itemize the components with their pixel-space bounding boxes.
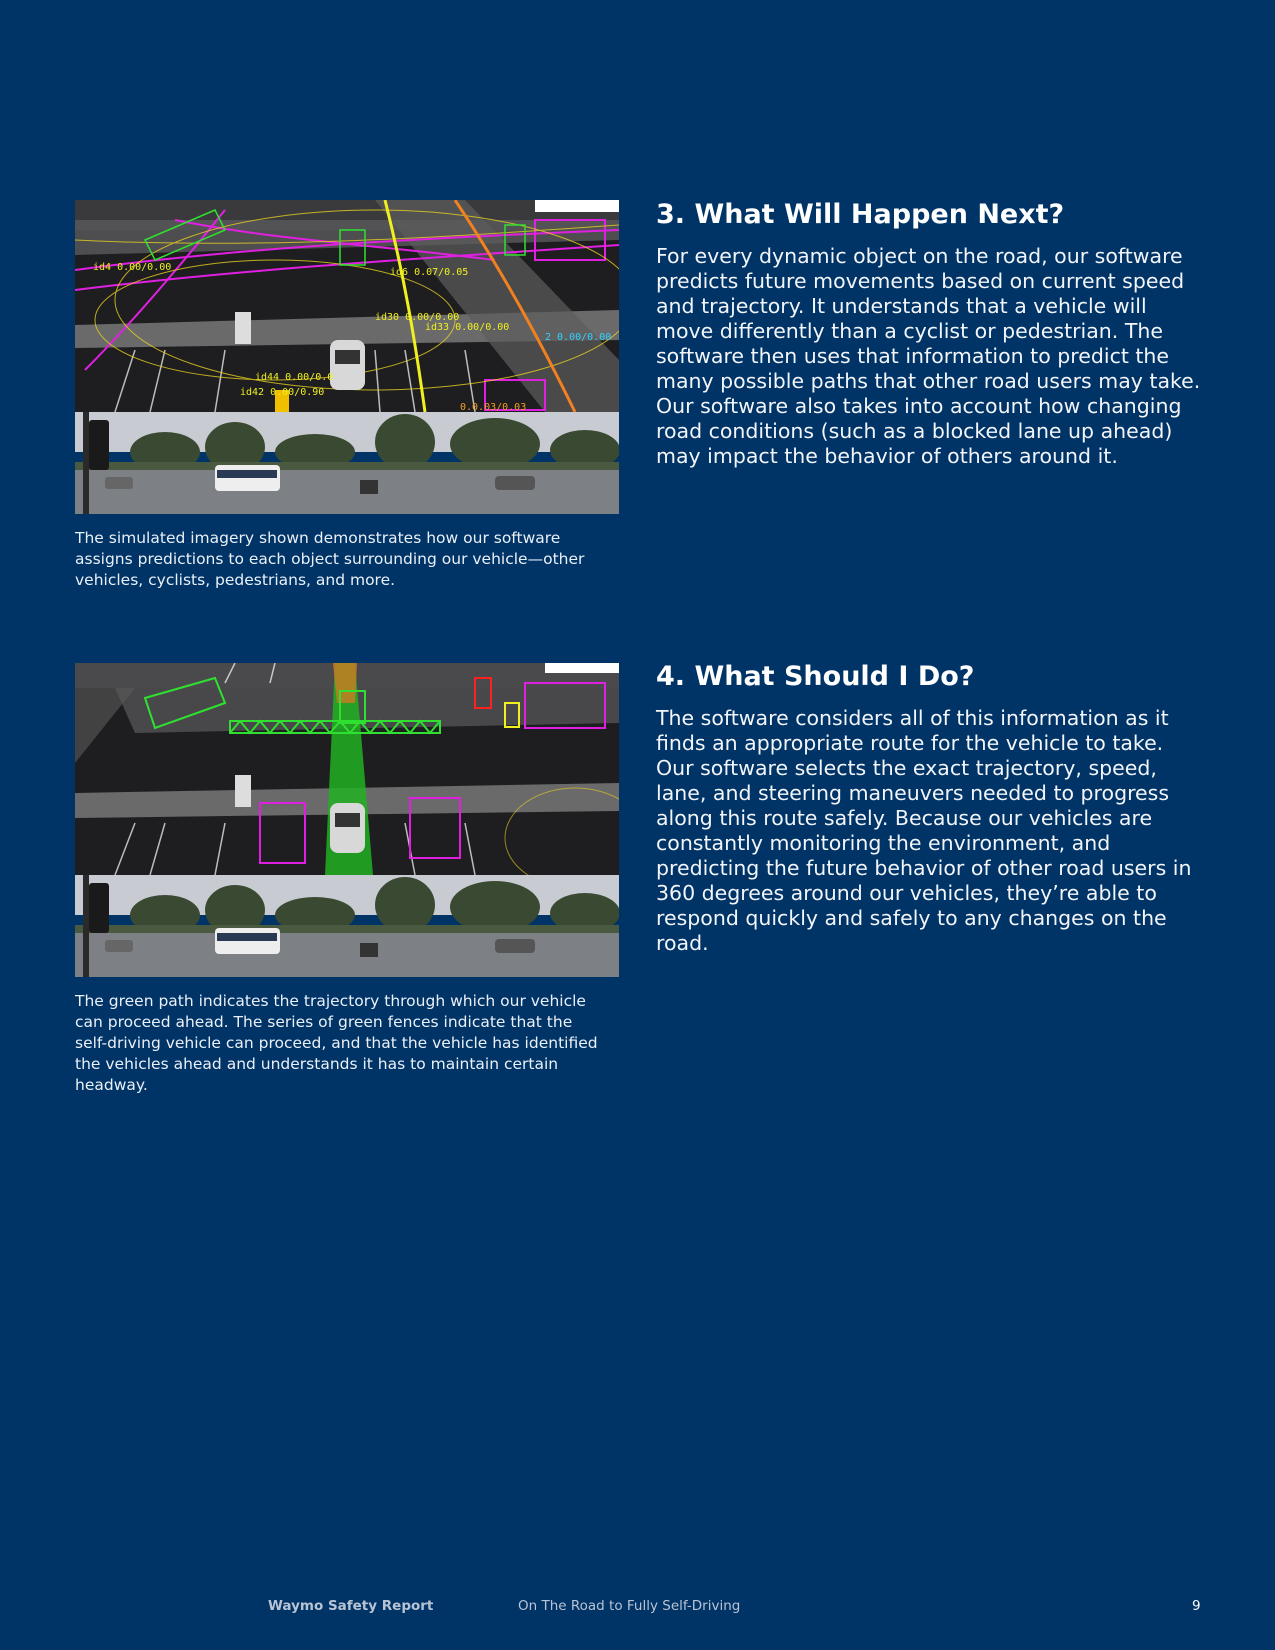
figure-caption: The simulated imagery shown demonstrates how our software assigns predictions to each object surrounding our vehicle—other vehicles, cyclists, pedestrians, and more. <box>75 529 585 589</box>
page-footer <box>0 1598 1275 1618</box>
footer-subtitle: On The Road to Fully Self-Driving <box>518 1598 741 1614</box>
overlay-label: id4 0.00/0.00 <box>93 262 172 273</box>
figure-trajectory <box>75 663 619 1096</box>
street-scene-graphic <box>75 875 619 977</box>
simulation-trajectory-graphic <box>75 663 619 875</box>
overlay-label: id42 0.00/0.90 <box>240 387 325 398</box>
overlay-label: id6 0.07/0.05 <box>390 267 469 278</box>
overlay-label: 0.0.03/0.03 <box>460 402 527 412</box>
overlay-label: id33 0.00/0.00 <box>425 322 510 333</box>
page-number: 9 <box>1192 1598 1201 1614</box>
simulation-trajectory-image <box>75 663 619 875</box>
simulation-prediction-graphic <box>75 200 619 412</box>
section-body: The software considers all of this information as it finds an appropriate route for the vehicle to take. Our software selects the exact trajectory, speed, lane, and steering maneuvers needed to progress along this route safely. Because our vehicles are constantly monitoring the environment, and predicting the future behavior of other road users in 360 degrees around our vehicles, they’re able to respond quickly and safely to any changes on the road. <box>656 706 1192 955</box>
section-heading: 4. What Should I Do? <box>656 661 975 692</box>
overlay-label: id44 0.00/0.0 <box>255 372 334 383</box>
section-what-will-happen-next <box>656 198 1201 469</box>
footer-brand: Waymo Safety Report <box>268 1598 434 1614</box>
street-camera-image <box>75 412 619 514</box>
section-heading: 3. What Will Happen Next? <box>656 199 1065 230</box>
figure-prediction <box>75 200 619 591</box>
overlay-label: 2 0.00/0.00 <box>545 332 612 343</box>
figure-caption: The green path indicates the trajectory through which our vehicle can proceed ahead. The series of green fences indicate that the self-driving vehicle can proceed, and that the vehicle has identified the vehicles ahead and understands it has to maintain certain headway. <box>75 992 598 1094</box>
simulation-prediction-image <box>75 200 619 412</box>
street-camera-image <box>75 875 619 977</box>
section-body: For every dynamic object on the road, our software predicts future movements based on current speed and trajectory. It understands that a vehicle will move differently than a cyclist or pedestrian. The software then uses that information to predict the many possible paths that other road users may take. Our software also takes into account how changing road conditions (such as a blocked lane up ahead) may impact the behavior of others around it. <box>656 244 1201 468</box>
overlay-label: id30 0.00/0.00 <box>375 312 460 323</box>
street-scene-graphic <box>75 412 619 514</box>
section-what-should-i-do <box>656 660 1201 956</box>
